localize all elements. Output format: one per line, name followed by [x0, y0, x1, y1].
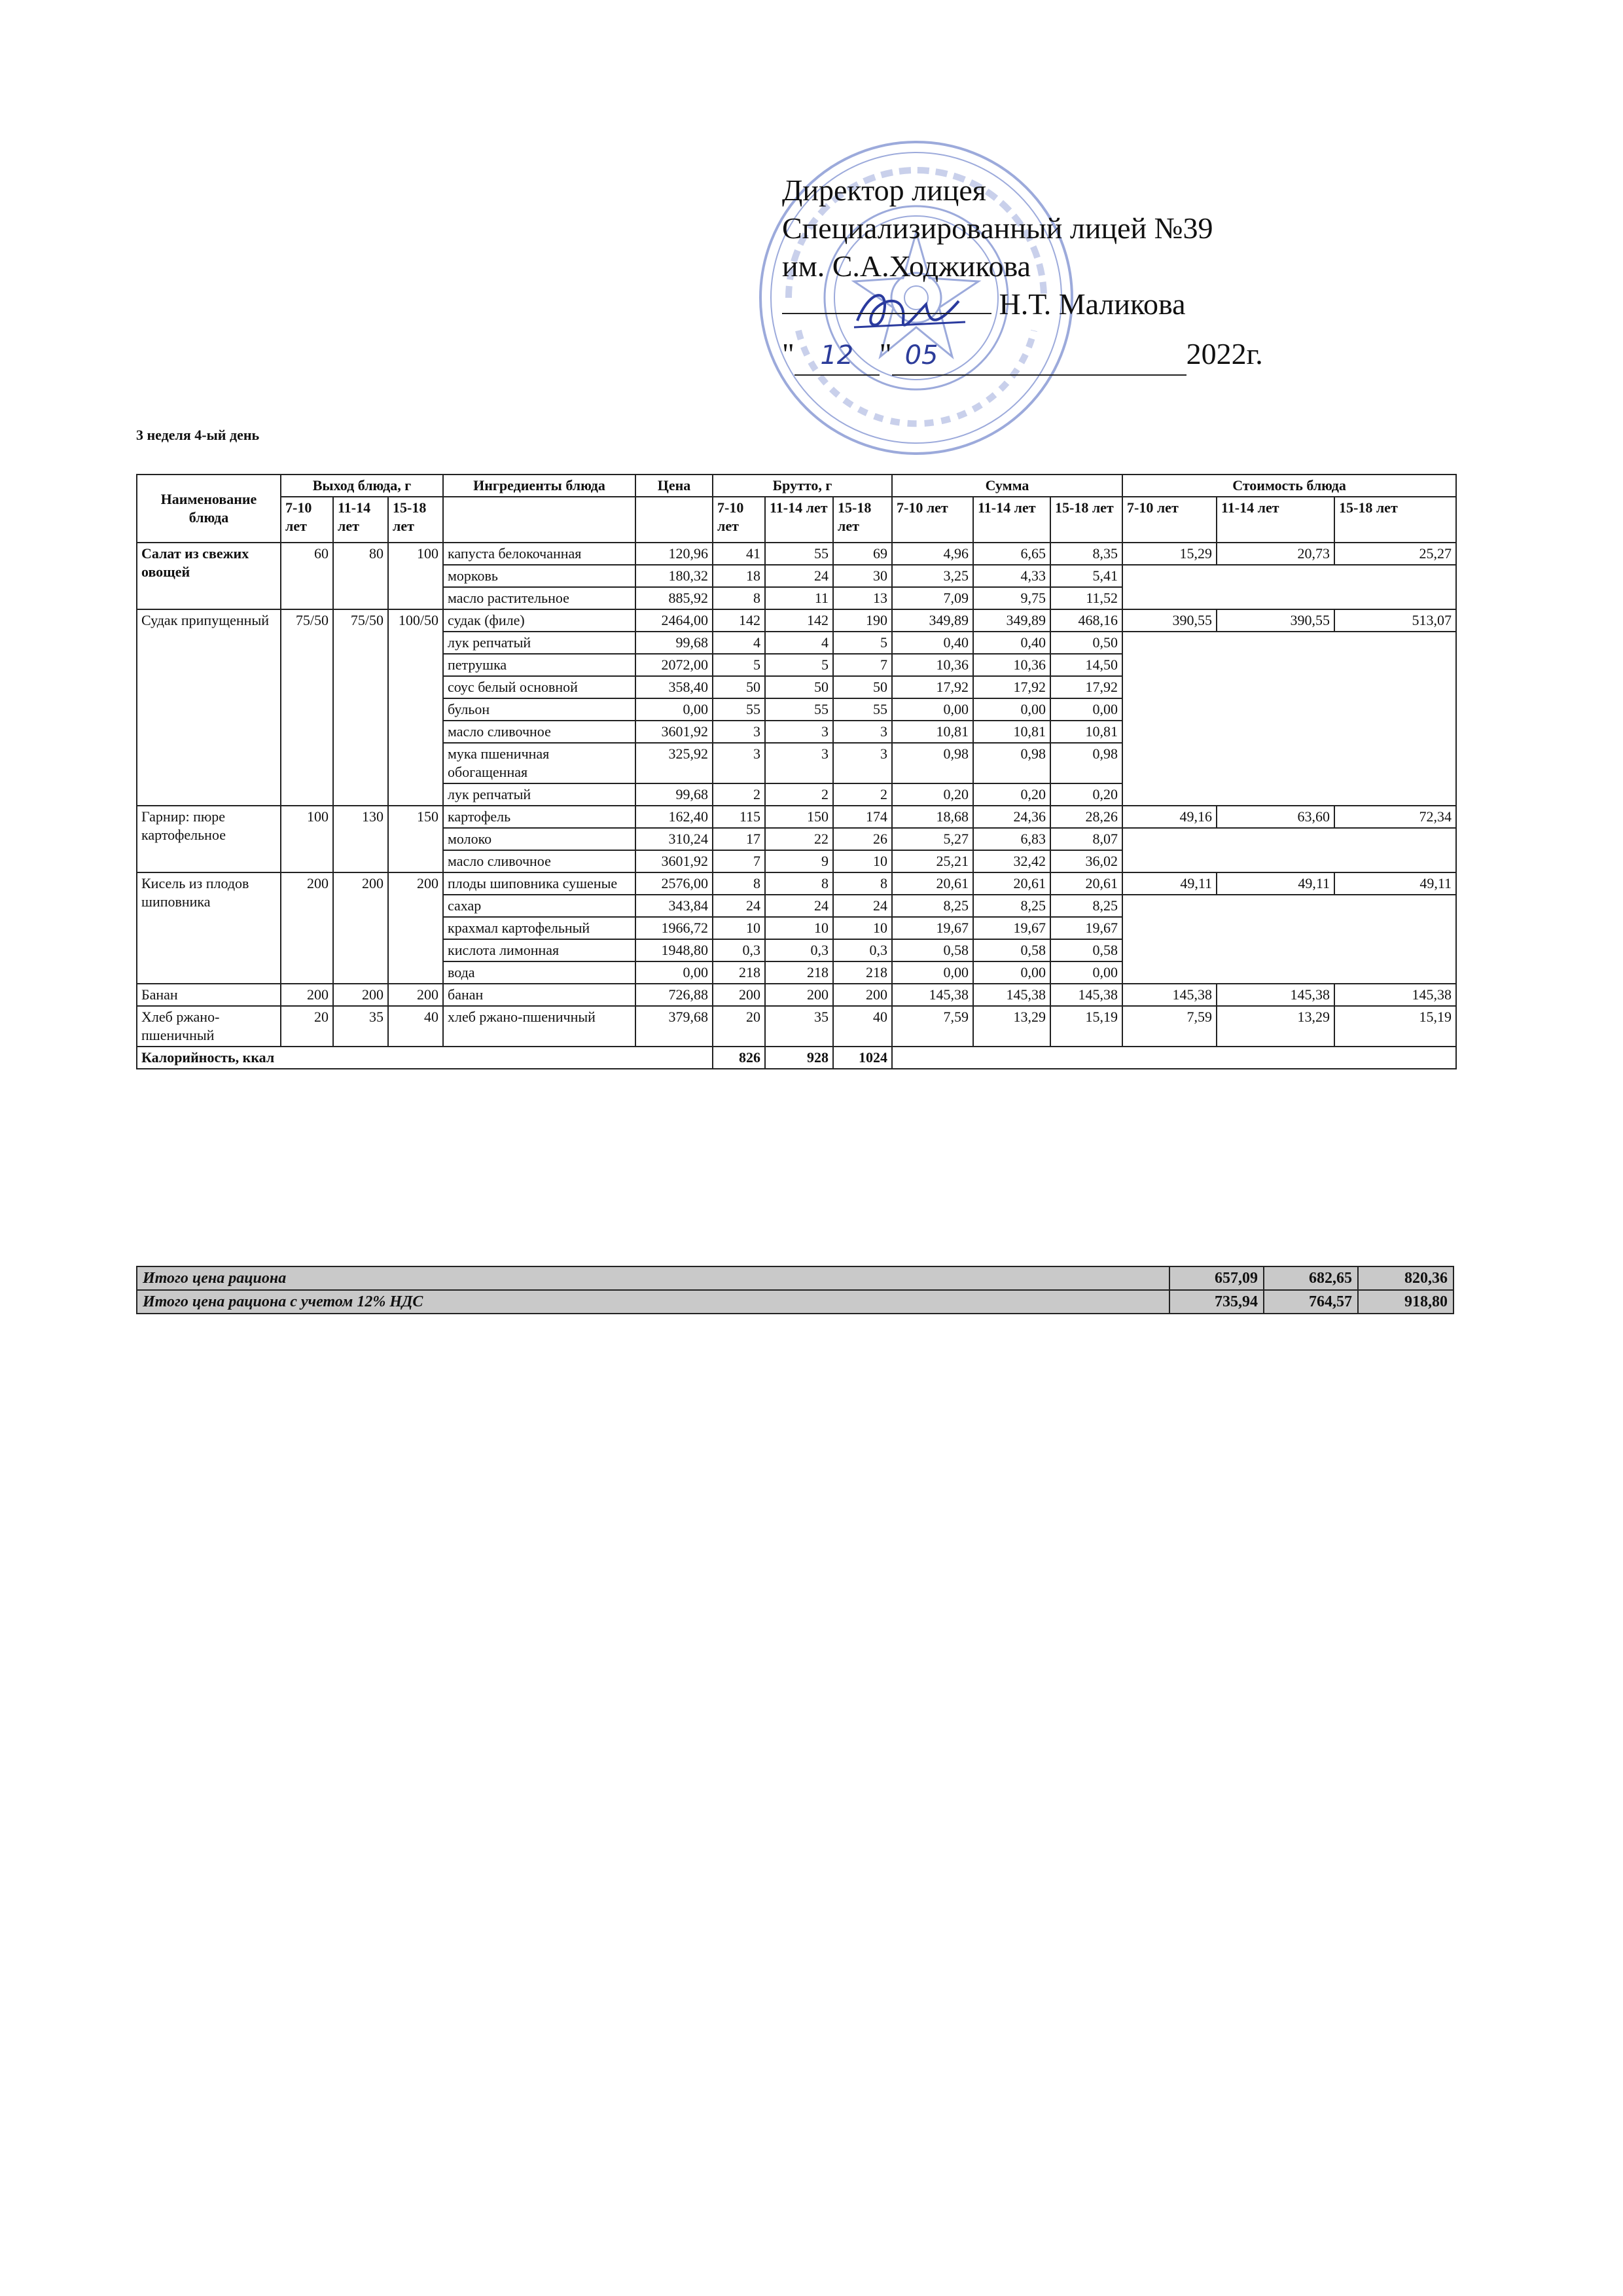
calories-empty [892, 1047, 1456, 1069]
ingredient-gross: 3 [765, 721, 833, 743]
ingredient-sum: 19,67 [1050, 917, 1122, 939]
ingredient-sum: 4,96 [892, 543, 973, 565]
ingredient-sum: 9,75 [973, 587, 1050, 609]
ingredient-price: 3601,92 [635, 850, 713, 872]
ingredient-gross: 3 [833, 743, 892, 783]
ingredient-sum: 5,27 [892, 828, 973, 850]
ingredient-gross: 0,3 [713, 939, 765, 961]
ingredient-gross: 218 [833, 961, 892, 984]
approval-position: Директор лицея [782, 173, 986, 207]
dish-cost: 63,60 [1217, 806, 1334, 828]
total-vat-row [137, 1290, 1454, 1314]
ingredient-price: 310,24 [635, 828, 713, 850]
ingredient-sum: 0,00 [892, 961, 973, 984]
col-output: Выход блюда, г [281, 475, 443, 497]
ingredient-price: 180,32 [635, 565, 713, 587]
age-header: 15-18 лет [833, 497, 892, 543]
dish-output: 80 [333, 543, 388, 609]
ingredient-price: 120,96 [635, 543, 713, 565]
dish-cost: 390,55 [1217, 609, 1334, 632]
dish-name: Гарнир: пюре картофельное [137, 806, 281, 872]
ingredient-price: 726,88 [635, 984, 713, 1006]
ingredient-gross: 115 [713, 806, 765, 828]
ingredient-name: картофель [443, 806, 635, 828]
dish-output: 60 [281, 543, 333, 609]
age-header: 11-14 лет [1217, 497, 1334, 543]
age-header: 11-14 лет [333, 497, 388, 543]
ingredient-gross: 8 [713, 872, 765, 895]
ingredient-sum: 145,38 [1050, 984, 1122, 1006]
ingredient-gross: 24 [765, 895, 833, 917]
ingredient-name: кислота лимонная [443, 939, 635, 961]
table-row [137, 543, 1456, 565]
table-row [137, 984, 1456, 1006]
ingredient-name: соус белый основной [443, 676, 635, 698]
dish-output: 130 [333, 806, 388, 872]
ingredient-sum: 0,20 [973, 783, 1050, 806]
total-vat-value: 735,94 [1169, 1290, 1264, 1314]
ingredient-sum: 8,35 [1050, 543, 1122, 565]
ingredient-name: масло сливочное [443, 850, 635, 872]
age-header: 7-10 лет [281, 497, 333, 543]
ingredient-sum: 0,98 [892, 743, 973, 783]
ingredient-gross: 3 [833, 721, 892, 743]
ingredient-name: морковь [443, 565, 635, 587]
ingredient-gross: 24 [833, 895, 892, 917]
ingredient-gross: 4 [765, 632, 833, 654]
ingredient-gross: 40 [833, 1006, 892, 1047]
ingredient-gross: 13 [833, 587, 892, 609]
dish-name: Кисель из плодов шиповника [137, 872, 281, 984]
ingredient-sum: 145,38 [892, 984, 973, 1006]
ingredient-sum: 24,36 [973, 806, 1050, 828]
col-ingredients: Ингредиенты блюда [443, 475, 635, 497]
dish-output: 200 [388, 984, 443, 1006]
ingredients-subheader [443, 497, 635, 543]
ingredient-gross: 17 [713, 828, 765, 850]
ingredient-name: петрушка [443, 654, 635, 676]
approval-signatory-name: Н.Т. Маликова [999, 287, 1186, 321]
dish-cost: 15,19 [1334, 1006, 1456, 1047]
ingredient-name: крахмал картофельный [443, 917, 635, 939]
ingredient-gross: 8 [765, 872, 833, 895]
dish-cost: 49,11 [1334, 872, 1456, 895]
ingredient-sum: 8,25 [973, 895, 1050, 917]
ingredient-sum: 145,38 [973, 984, 1050, 1006]
ingredient-gross: 142 [713, 609, 765, 632]
approval-school-name: им. С.А.Ходжикова [782, 249, 1031, 283]
ingredient-sum: 13,29 [973, 1006, 1050, 1047]
ingredient-gross: 3 [713, 721, 765, 743]
ingredient-price: 0,00 [635, 698, 713, 721]
ingredient-price: 1966,72 [635, 917, 713, 939]
ingredient-sum: 0,00 [1050, 961, 1122, 984]
ingredient-sum: 10,36 [973, 654, 1050, 676]
ingredient-gross: 55 [833, 698, 892, 721]
ingredient-gross: 3 [713, 743, 765, 783]
ingredient-sum: 7,09 [892, 587, 973, 609]
ingredient-sum: 36,02 [1050, 850, 1122, 872]
dish-cost: 145,38 [1122, 984, 1217, 1006]
total-vat-value: 764,57 [1264, 1290, 1358, 1314]
ingredient-sum: 0,00 [892, 698, 973, 721]
ingredient-gross: 0,3 [833, 939, 892, 961]
dish-cost: 15,29 [1122, 543, 1217, 565]
dish-output: 100/50 [388, 609, 443, 806]
ingredient-sum: 0,00 [1050, 698, 1122, 721]
ingredient-gross: 18 [713, 565, 765, 587]
total-label: Итого цена рациона [137, 1266, 1169, 1290]
calories-row [137, 1047, 1456, 1069]
ingredient-gross: 200 [833, 984, 892, 1006]
ingredient-gross: 2 [765, 783, 833, 806]
ingredient-sum: 28,26 [1050, 806, 1122, 828]
ingredient-gross: 190 [833, 609, 892, 632]
ingredient-gross: 26 [833, 828, 892, 850]
ingredient-price: 325,92 [635, 743, 713, 783]
ingredient-name: масло растительное [443, 587, 635, 609]
day-title: 3 неделя 4-ый день [136, 427, 260, 443]
dish-output: 35 [333, 1006, 388, 1047]
ingredient-sum: 349,89 [973, 609, 1050, 632]
ingredient-sum: 10,81 [1050, 721, 1122, 743]
ingredient-gross: 55 [765, 543, 833, 565]
ingredient-sum: 0,00 [973, 698, 1050, 721]
ingredient-gross: 8 [713, 587, 765, 609]
calories-value: 826 [713, 1047, 765, 1069]
ingredient-gross: 5 [765, 654, 833, 676]
ingredient-price: 358,40 [635, 676, 713, 698]
ingredient-gross: 4 [713, 632, 765, 654]
ingredient-gross: 30 [833, 565, 892, 587]
ingredient-gross: 24 [713, 895, 765, 917]
ingredient-gross: 50 [765, 676, 833, 698]
ingredient-gross: 41 [713, 543, 765, 565]
total-vat-value: 918,80 [1358, 1290, 1454, 1314]
ingredient-gross: 24 [765, 565, 833, 587]
total-row [137, 1266, 1454, 1290]
ingredient-name: банан [443, 984, 635, 1006]
ingredient-sum: 11,52 [1050, 587, 1122, 609]
age-header: 7-10 лет [1122, 497, 1217, 543]
ingredient-price: 99,68 [635, 632, 713, 654]
ingredient-gross: 7 [833, 654, 892, 676]
table-row [137, 806, 1456, 828]
dish-output: 100 [281, 806, 333, 872]
total-vat-label: Итого цена рациона с учетом 12% НДС [137, 1290, 1169, 1314]
dish-output: 150 [388, 806, 443, 872]
ingredient-name: лук репчатый [443, 632, 635, 654]
ingredient-gross: 10 [713, 917, 765, 939]
ingredient-sum: 0,58 [1050, 939, 1122, 961]
ingredient-sum: 20,61 [1050, 872, 1122, 895]
age-header: 7-10 лет [892, 497, 973, 543]
table-row [137, 872, 1456, 895]
dish-cost: 145,38 [1334, 984, 1456, 1006]
dish-output: 200 [281, 984, 333, 1006]
dish-name: Салат из свежих овощей [137, 543, 281, 609]
ingredient-gross: 7 [713, 850, 765, 872]
ingredient-sum: 8,25 [892, 895, 973, 917]
table-row [137, 609, 1456, 632]
ingredient-sum: 20,61 [973, 872, 1050, 895]
ingredient-gross: 69 [833, 543, 892, 565]
ingredient-gross: 150 [765, 806, 833, 828]
ingredient-gross: 22 [765, 828, 833, 850]
dish-cost: 13,29 [1217, 1006, 1334, 1047]
date-close-quote: " [879, 337, 892, 370]
ingredient-sum: 18,68 [892, 806, 973, 828]
ingredient-name: масло сливочное [443, 721, 635, 743]
dish-output: 75/50 [281, 609, 333, 806]
ingredient-sum: 5,41 [1050, 565, 1122, 587]
dish-name: Судак припущенный [137, 609, 281, 806]
approval-school: Специализированный лицей №39 [782, 211, 1213, 245]
ingredient-sum: 468,16 [1050, 609, 1122, 632]
dish-output: 200 [388, 872, 443, 984]
ingredient-sum: 0,98 [1050, 743, 1122, 783]
dish-cost: 20,73 [1217, 543, 1334, 565]
age-header: 11-14 лет [765, 497, 833, 543]
ingredient-name: судак (филе) [443, 609, 635, 632]
ingredient-sum: 32,42 [973, 850, 1050, 872]
date-open-quote: " [782, 337, 794, 370]
ingredient-sum: 19,67 [973, 917, 1050, 939]
ingredient-price: 379,68 [635, 1006, 713, 1047]
dish-cost: 7,59 [1122, 1006, 1217, 1047]
calories-value: 928 [765, 1047, 833, 1069]
ingredient-sum: 3,25 [892, 565, 973, 587]
ingredient-sum: 10,81 [892, 721, 973, 743]
ingredient-gross: 142 [765, 609, 833, 632]
ingredient-sum: 0,50 [1050, 632, 1122, 654]
dish-cost: 25,27 [1334, 543, 1456, 565]
ingredient-sum: 19,67 [892, 917, 973, 939]
ingredient-sum: 6,65 [973, 543, 1050, 565]
ingredient-gross: 11 [765, 587, 833, 609]
ingredient-sum: 17,92 [1050, 676, 1122, 698]
ingredient-gross: 218 [765, 961, 833, 984]
ingredient-sum: 17,92 [892, 676, 973, 698]
age-header: 15-18 лет [1050, 497, 1122, 543]
col-cost: Стоимость блюда [1122, 475, 1456, 497]
ingredient-gross: 55 [765, 698, 833, 721]
ingredient-sum: 4,33 [973, 565, 1050, 587]
dish-output: 200 [281, 872, 333, 984]
ingredient-price: 2072,00 [635, 654, 713, 676]
ingredient-sum: 6,83 [973, 828, 1050, 850]
calories-value: 1024 [833, 1047, 892, 1069]
ingredient-sum: 0,00 [973, 961, 1050, 984]
ingredient-gross: 2 [833, 783, 892, 806]
dish-cost: 390,55 [1122, 609, 1217, 632]
ingredient-gross: 0,3 [765, 939, 833, 961]
age-header: 15-18 лет [388, 497, 443, 543]
ingredient-sum: 0,58 [892, 939, 973, 961]
calories-label: Калорийность, ккал [137, 1047, 713, 1069]
ingredient-name: мука пшеничная обогащенная [443, 743, 635, 783]
ingredient-gross: 10 [833, 917, 892, 939]
ingredient-sum: 0,98 [973, 743, 1050, 783]
total-value: 820,36 [1358, 1266, 1454, 1290]
ingredient-name: молоко [443, 828, 635, 850]
ingredient-gross: 35 [765, 1006, 833, 1047]
ingredient-name: вода [443, 961, 635, 984]
ingredient-sum: 8,25 [1050, 895, 1122, 917]
ingredient-gross: 9 [765, 850, 833, 872]
ingredient-price: 343,84 [635, 895, 713, 917]
ingredient-gross: 8 [833, 872, 892, 895]
dish-cost-empty [1122, 895, 1456, 984]
dish-cost: 72,34 [1334, 806, 1456, 828]
date-month: 05 [892, 336, 1186, 376]
ingredient-gross: 5 [713, 654, 765, 676]
ingredient-sum: 14,50 [1050, 654, 1122, 676]
ingredient-price: 2576,00 [635, 872, 713, 895]
dish-cost: 49,11 [1122, 872, 1217, 895]
ingredient-price: 1948,80 [635, 939, 713, 961]
ingredient-gross: 218 [713, 961, 765, 984]
total-value: 682,65 [1264, 1266, 1358, 1290]
price-subheader [635, 497, 713, 543]
ingredient-sum: 8,07 [1050, 828, 1122, 850]
dish-cost-empty [1122, 828, 1456, 872]
ingredient-gross: 2 [713, 783, 765, 806]
ingredient-gross: 55 [713, 698, 765, 721]
ingredient-gross: 200 [713, 984, 765, 1006]
ingredient-sum: 25,21 [892, 850, 973, 872]
ingredient-gross: 10 [833, 850, 892, 872]
dish-cost: 49,16 [1122, 806, 1217, 828]
ingredient-sum: 0,20 [892, 783, 973, 806]
dish-cost-empty [1122, 565, 1456, 609]
approval-date [782, 335, 1263, 376]
approval-signatory [782, 285, 1213, 323]
approval-block [782, 171, 1213, 323]
ingredient-name: бульон [443, 698, 635, 721]
totals-table [136, 1266, 1454, 1314]
ingredient-gross: 20 [713, 1006, 765, 1047]
ingredient-gross: 10 [765, 917, 833, 939]
dish-cost-empty [1122, 632, 1456, 806]
ingredient-name: сахар [443, 895, 635, 917]
ingredient-price: 2464,00 [635, 609, 713, 632]
dish-output: 200 [333, 984, 388, 1006]
dish-cost: 49,11 [1217, 872, 1334, 895]
ingredient-price: 0,00 [635, 961, 713, 984]
ingredient-price: 162,40 [635, 806, 713, 828]
ingredient-gross: 174 [833, 806, 892, 828]
age-header: 11-14 лет [973, 497, 1050, 543]
dish-output: 20 [281, 1006, 333, 1047]
ingredient-price: 3601,92 [635, 721, 713, 743]
age-header: 7-10 лет [713, 497, 765, 543]
ingredient-gross: 5 [833, 632, 892, 654]
dish-output: 40 [388, 1006, 443, 1047]
age-header: 15-18 лет [1334, 497, 1456, 543]
ingredient-sum: 0,40 [892, 632, 973, 654]
ingredient-sum: 20,61 [892, 872, 973, 895]
ingredient-name: лук репчатый [443, 783, 635, 806]
ingredient-sum: 15,19 [1050, 1006, 1122, 1047]
col-dish-name: Наименование блюда [137, 475, 281, 543]
ingredient-name: капуста белокочанная [443, 543, 635, 565]
ingredient-sum: 0,40 [973, 632, 1050, 654]
total-value: 657,09 [1169, 1266, 1264, 1290]
ingredient-sum: 0,20 [1050, 783, 1122, 806]
dish-output: 200 [333, 872, 388, 984]
date-day: 12 [794, 336, 880, 376]
ingredient-sum: 10,81 [973, 721, 1050, 743]
ingredient-name: хлеб ржано-пшеничный [443, 1006, 635, 1047]
ingredient-price: 885,92 [635, 587, 713, 609]
ingredient-gross: 200 [765, 984, 833, 1006]
ingredient-sum: 17,92 [973, 676, 1050, 698]
col-sum: Сумма [892, 475, 1122, 497]
ingredient-price: 99,68 [635, 783, 713, 806]
table-row [137, 1006, 1456, 1047]
ingredient-gross: 50 [713, 676, 765, 698]
ingredient-name: плоды шиповника сушеные [443, 872, 635, 895]
dish-name: Хлеб ржано-пшеничный [137, 1006, 281, 1047]
ingredient-sum: 7,59 [892, 1006, 973, 1047]
ingredient-sum: 349,89 [892, 609, 973, 632]
col-price: Цена [635, 475, 713, 497]
dish-output: 100 [388, 543, 443, 609]
ingredient-gross: 50 [833, 676, 892, 698]
ingredient-sum: 10,36 [892, 654, 973, 676]
ingredient-gross: 3 [765, 743, 833, 783]
dish-name: Банан [137, 984, 281, 1006]
dish-cost: 145,38 [1217, 984, 1334, 1006]
menu-table [136, 474, 1457, 1069]
date-year: 2022г. [1186, 337, 1263, 370]
dish-cost: 513,07 [1334, 609, 1456, 632]
ingredient-sum: 0,58 [973, 939, 1050, 961]
col-gross: Брутто, г [713, 475, 892, 497]
dish-output: 75/50 [333, 609, 388, 806]
